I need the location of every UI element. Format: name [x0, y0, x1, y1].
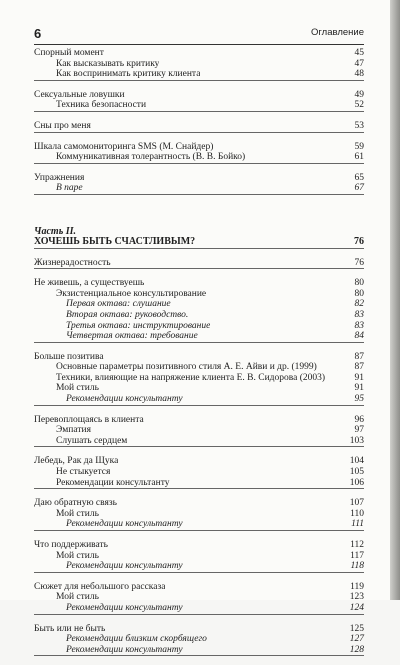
toc-entry[interactable]	[34, 624, 364, 635]
toc-entry-label: Основные параметры позитивного стиля А. Е. Айви и др. (1999)	[56, 362, 317, 373]
toc-entry-page: 67	[354, 183, 364, 194]
toc-entry-label: ХОЧЕШЬ БЫТЬ СЧАСТЛИВЫМ?	[34, 236, 196, 247]
toc-entry-page: 76	[354, 257, 364, 268]
toc-entry[interactable]	[34, 237, 364, 248]
toc-entry[interactable]	[34, 383, 364, 394]
toc-entry-page: 47	[354, 58, 364, 69]
toc-entry-page: 104	[349, 456, 364, 467]
toc-entry[interactable]	[34, 100, 364, 111]
toc-entry-page: 96	[354, 414, 364, 425]
toc-entry-page: 83	[354, 320, 364, 331]
toc-entry-label: Эмпатия	[56, 425, 91, 436]
toc-entry-page: 118	[350, 561, 364, 572]
toc-entry[interactable]	[34, 519, 364, 530]
toc-entry-label: Упражнения	[34, 172, 85, 183]
page-number: 6	[34, 26, 42, 41]
toc-entry[interactable]	[34, 498, 364, 509]
toc-entry-label: Лебедь, Рак да Щука	[34, 456, 119, 467]
toc-entry-page: 80	[354, 278, 364, 289]
toc-entry-label: Жизнерадостность	[34, 257, 111, 268]
toc-entry-label: Четвертая октава: требование	[66, 331, 198, 342]
toc-entry-label: Третья октава: инструктирование	[66, 320, 211, 331]
toc-entry[interactable]	[34, 603, 364, 614]
toc-entry[interactable]	[34, 415, 364, 426]
toc-group	[34, 142, 364, 164]
toc-entry[interactable]	[34, 321, 364, 332]
toc-entry-label: Сны про меня	[34, 120, 91, 131]
toc-entry-page: 110	[350, 508, 364, 519]
toc-entry[interactable]	[34, 540, 364, 551]
toc-entry-label: Мой стиль	[56, 508, 99, 519]
toc-entry-page: 76	[354, 235, 364, 247]
toc-entry-label: Техника безопасности	[56, 100, 147, 111]
toc-entry-page: 52	[354, 100, 364, 111]
toc-entry-page: 87	[354, 362, 364, 373]
toc-entry-label: Рекомендации консультанту	[66, 602, 183, 613]
toc-entry[interactable]	[34, 121, 364, 132]
toc-entry-page: 48	[354, 69, 364, 80]
toc-entry[interactable]	[34, 289, 364, 300]
toc-entry-page: 117	[350, 550, 364, 561]
table-of-contents	[34, 48, 364, 665]
toc-group	[34, 90, 364, 112]
toc-entry-page: 83	[354, 309, 364, 320]
toc-entry-page: 103	[349, 435, 364, 446]
section-title: Оглавление	[311, 27, 364, 38]
toc-entry-page: 107	[349, 498, 364, 509]
part-label: Часть II.	[34, 225, 77, 237]
toc-group	[34, 278, 364, 343]
toc-part-two	[34, 258, 364, 657]
toc-entry-label: Сексуальные ловушки	[34, 89, 125, 100]
toc-entry-page: 65	[354, 172, 364, 183]
toc-entry-page: 49	[354, 89, 364, 100]
toc-entry-label: Не живешь, а существуешь	[34, 278, 145, 289]
toc-group	[34, 582, 364, 615]
toc-entry[interactable]	[34, 394, 364, 405]
toc-entry-label: Не стыкуется	[56, 467, 111, 478]
toc-entry[interactable]	[34, 425, 364, 436]
toc-entry[interactable]	[34, 592, 364, 603]
toc-entry-page: 59	[354, 141, 364, 152]
toc-entry-page: 105	[349, 467, 364, 478]
toc-entry-label: Сюжет для небольшого рассказа	[34, 581, 166, 592]
toc-entry-page: 45	[354, 48, 364, 58]
toc-group	[34, 498, 364, 531]
toc-entry-label: Больше позитива	[34, 351, 104, 362]
toc-entry-page: 111	[351, 519, 364, 530]
toc-entry-page: 84	[354, 331, 364, 342]
toc-entry-page: 82	[354, 299, 364, 310]
toc-entry-label: Даю обратную связь	[34, 498, 117, 509]
toc-entry-label: Перевоплощаясь в клиента	[34, 414, 144, 425]
toc-entry-label: Как воспринимать критику клиента	[56, 69, 201, 80]
toc-entry[interactable]	[34, 362, 364, 373]
toc-entry-label: Вторая октава: руководство.	[66, 309, 189, 320]
toc-entry[interactable]	[34, 59, 364, 70]
toc-entry-label: Как высказывать критику	[56, 58, 160, 69]
toc-entry[interactable]	[34, 142, 364, 153]
toc-entry[interactable]	[34, 278, 364, 289]
toc-entry-label: Рекомендации консультанту	[66, 644, 183, 655]
toc-entry[interactable]	[34, 152, 364, 163]
toc-entry[interactable]	[34, 509, 364, 520]
toc-group	[34, 121, 364, 133]
toc-entry-label: Рекомендации консультанту	[66, 561, 183, 572]
toc-entry-label: Мой стиль	[56, 550, 99, 561]
toc-entry-label: Коммуникативная толерантность (В. В. Бойко)	[56, 152, 246, 163]
toc-entry-page: 95	[354, 394, 364, 405]
toc-entry[interactable]	[34, 48, 364, 59]
toc-entry[interactable]	[34, 173, 364, 184]
toc-entry-label: Рекомендации консультанту	[66, 519, 183, 530]
toc-group	[34, 173, 364, 195]
toc-entry[interactable]	[34, 582, 364, 593]
toc-entry-label: Мой стиль	[56, 592, 99, 603]
toc-entry[interactable]	[34, 258, 364, 269]
toc-entry-page: 127	[349, 634, 364, 645]
toc-entry-page: 87	[354, 351, 364, 362]
toc-entry-label: Рекомендации консультанту	[66, 394, 183, 405]
toc-group	[34, 415, 364, 448]
toc-entry-label: Что поддерживать	[34, 540, 108, 550]
toc-entry-page: 106	[349, 477, 364, 488]
toc-entry-label: Техники, влияющие на напряжение клиента Е. В. Сидорова (2003)	[56, 372, 326, 383]
toc-group	[34, 352, 364, 406]
toc-entry-label: Шкала самомониторинга SMS (М. Снайдер)	[34, 141, 214, 152]
toc-entry-label: Первая октава: слушание	[66, 299, 171, 310]
toc-entry[interactable]	[34, 299, 364, 310]
toc-entry-page: 91	[354, 372, 364, 383]
toc-entry[interactable]	[34, 456, 364, 467]
toc-entry-label: В паре	[56, 183, 83, 194]
page-edge	[390, 0, 400, 600]
toc-entry-page: 53	[354, 120, 364, 131]
toc-entry-page: 119	[350, 581, 364, 592]
toc-part-one-tail	[34, 48, 364, 195]
toc-entry[interactable]	[34, 467, 364, 478]
toc-entry-label: Рекомендации близким скорбящего	[66, 634, 207, 645]
toc-entry-page: 112	[350, 540, 364, 550]
toc-entry[interactable]	[34, 634, 364, 645]
toc-entry-page: 124	[349, 602, 364, 613]
toc-entry[interactable]	[34, 478, 364, 489]
toc-entry[interactable]	[34, 645, 364, 656]
toc-entry-page: 125	[349, 623, 364, 634]
toc-group	[34, 48, 364, 81]
toc-entry-label: Рекомендации консультанту	[56, 477, 170, 488]
toc-entry-page: 61	[354, 152, 364, 163]
toc-group	[34, 540, 364, 573]
toc-group	[34, 258, 364, 270]
toc-entry-label: Слушать сердцем	[56, 435, 128, 446]
toc-entry-label: Спорный момент	[34, 48, 104, 58]
toc-entry[interactable]	[34, 90, 364, 101]
toc-group	[34, 624, 364, 657]
toc-entry[interactable]	[34, 352, 364, 363]
toc-entry[interactable]	[34, 69, 364, 80]
toc-entry-page: 97	[354, 425, 364, 436]
toc-entry[interactable]	[34, 373, 364, 384]
toc-entry[interactable]	[34, 310, 364, 321]
toc-entry-label: Экзистенциальное консультирование	[56, 288, 207, 299]
toc-entry[interactable]	[34, 331, 364, 342]
toc-entry[interactable]	[34, 436, 364, 447]
toc-entry-label: Мой стиль	[56, 383, 99, 394]
toc-entry-page: 128	[349, 644, 364, 655]
toc-entry-page: 80	[354, 288, 364, 299]
toc-group	[34, 456, 364, 489]
toc-entry[interactable]	[34, 183, 364, 194]
toc-entry-label: Быть или не быть	[34, 623, 106, 634]
toc-entry[interactable]	[34, 551, 364, 562]
toc-entry-page: 123	[349, 592, 364, 603]
page-header	[34, 24, 364, 45]
toc-entry[interactable]	[34, 561, 364, 572]
toc-entry-page: 91	[354, 383, 364, 394]
part-heading-group	[34, 237, 364, 249]
